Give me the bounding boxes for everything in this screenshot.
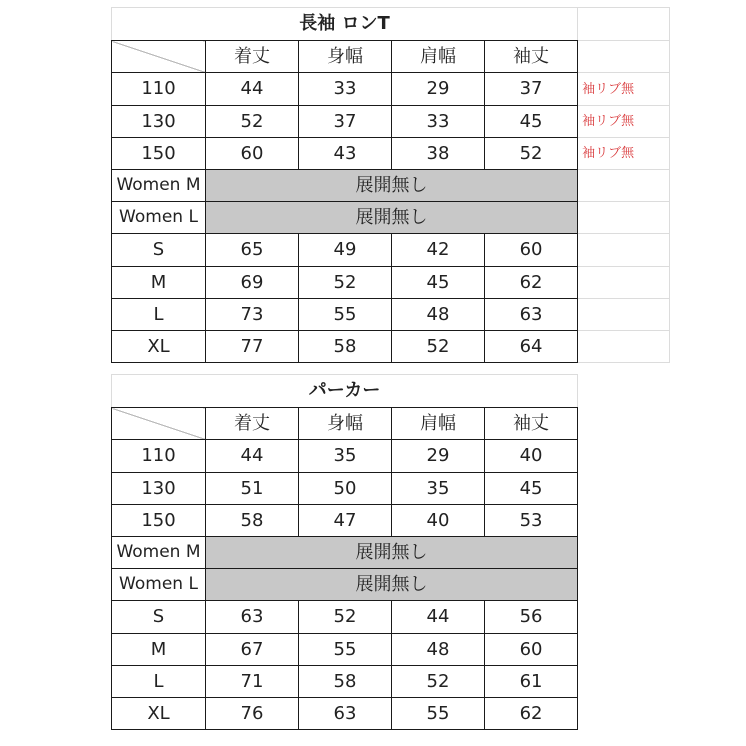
value-cell: 62	[485, 698, 578, 730]
value-cell: 33	[299, 73, 392, 106]
table-row	[112, 569, 578, 601]
value-cell: 77	[206, 331, 299, 363]
size-cell: XL	[112, 331, 206, 363]
header-cell: 着丈	[206, 408, 299, 440]
value-cell: 45	[392, 267, 485, 299]
value-cell: 48	[392, 634, 485, 666]
table-row	[112, 234, 670, 267]
value-cell: 58	[206, 505, 299, 537]
value-cell: 38	[392, 138, 485, 170]
unavailable-cell: 展開無し	[206, 170, 578, 202]
value-cell: 55	[299, 634, 392, 666]
size-cell: S	[112, 234, 206, 267]
header-corner-cell	[112, 41, 206, 73]
value-cell: 48	[392, 299, 485, 331]
value-cell: 50	[299, 473, 392, 505]
value-cell: 29	[392, 440, 485, 473]
size-cell: S	[112, 601, 206, 634]
table-row	[112, 202, 670, 234]
size-table-hoodie	[111, 374, 578, 730]
value-cell: 52	[485, 138, 578, 170]
value-cell: 73	[206, 299, 299, 331]
table-row	[112, 473, 578, 505]
value-cell: 42	[392, 234, 485, 267]
value-cell: 67	[206, 634, 299, 666]
size-cell: XL	[112, 698, 206, 730]
table-row	[112, 267, 670, 299]
value-cell: 52	[392, 666, 485, 698]
value-cell: 60	[206, 138, 299, 170]
value-cell: 58	[299, 666, 392, 698]
empty-cell	[578, 234, 670, 267]
value-cell: 63	[206, 601, 299, 634]
value-cell: 52	[299, 267, 392, 299]
size-cell: Women M	[112, 170, 206, 202]
header-cell: 袖丈	[485, 41, 578, 73]
size-cell: 110	[112, 73, 206, 106]
value-cell: 63	[299, 698, 392, 730]
table-row	[112, 331, 670, 363]
size-cell: M	[112, 267, 206, 299]
value-cell: 60	[485, 634, 578, 666]
value-cell: 44	[206, 440, 299, 473]
header-cell: 着丈	[206, 41, 299, 73]
size-table-long-sleeve	[111, 7, 670, 363]
value-cell: 45	[485, 106, 578, 138]
unavailable-cell: 展開無し	[206, 569, 578, 601]
table-row	[112, 537, 578, 569]
table-row	[112, 170, 670, 202]
size-cell: 110	[112, 440, 206, 473]
value-cell: 76	[206, 698, 299, 730]
header-cell: 袖丈	[485, 408, 578, 440]
value-cell: 63	[485, 299, 578, 331]
table-row	[112, 299, 670, 331]
value-cell: 37	[485, 73, 578, 106]
value-cell: 35	[392, 473, 485, 505]
empty-cell	[578, 267, 670, 299]
value-cell: 71	[206, 666, 299, 698]
table-row	[112, 106, 670, 138]
unavailable-cell: 展開無し	[206, 202, 578, 234]
size-cell: L	[112, 299, 206, 331]
size-cell: Women L	[112, 569, 206, 601]
value-cell: 60	[485, 234, 578, 267]
size-cell: Women L	[112, 202, 206, 234]
empty-cell	[578, 331, 670, 363]
header-cell: 肩幅	[392, 41, 485, 73]
value-cell: 52	[299, 601, 392, 634]
table-row	[112, 505, 578, 537]
value-cell: 53	[485, 505, 578, 537]
value-cell: 51	[206, 473, 299, 505]
table-row	[112, 73, 670, 106]
value-cell: 40	[392, 505, 485, 537]
value-cell: 44	[206, 73, 299, 106]
value-cell: 56	[485, 601, 578, 634]
header-cell: 身幅	[299, 41, 392, 73]
value-cell: 64	[485, 331, 578, 363]
value-cell: 55	[299, 299, 392, 331]
value-cell: 29	[392, 73, 485, 106]
value-cell: 55	[392, 698, 485, 730]
note-cell: 袖リブ無	[578, 106, 670, 138]
size-cell: Women M	[112, 537, 206, 569]
value-cell: 65	[206, 234, 299, 267]
size-cell: 150	[112, 138, 206, 170]
value-cell: 52	[392, 331, 485, 363]
empty-cell	[578, 299, 670, 331]
value-cell: 58	[299, 331, 392, 363]
table-row	[112, 698, 578, 730]
value-cell: 37	[299, 106, 392, 138]
value-cell: 35	[299, 440, 392, 473]
value-cell: 52	[206, 106, 299, 138]
header-corner-cell	[112, 408, 206, 440]
value-cell: 33	[392, 106, 485, 138]
value-cell: 61	[485, 666, 578, 698]
header-cell: 身幅	[299, 408, 392, 440]
table-row	[112, 634, 578, 666]
size-cell: 150	[112, 505, 206, 537]
table-row	[112, 440, 578, 473]
unavailable-cell: 展開無し	[206, 537, 578, 569]
header-cell: 肩幅	[392, 408, 485, 440]
note-cell: 袖リブ無	[578, 73, 670, 106]
empty-cell	[578, 170, 670, 202]
size-cell: L	[112, 666, 206, 698]
table-row	[112, 601, 578, 634]
value-cell: 40	[485, 440, 578, 473]
empty-cell	[578, 8, 670, 41]
value-cell: 69	[206, 267, 299, 299]
table-title: 長袖 ロンT	[112, 8, 578, 41]
value-cell: 43	[299, 138, 392, 170]
note-cell: 袖リブ無	[578, 138, 670, 170]
table-row	[112, 666, 578, 698]
value-cell: 49	[299, 234, 392, 267]
empty-cell	[578, 41, 670, 73]
size-cell: 130	[112, 106, 206, 138]
empty-cell	[578, 202, 670, 234]
table-row	[112, 138, 670, 170]
value-cell: 45	[485, 473, 578, 505]
value-cell: 44	[392, 601, 485, 634]
value-cell: 47	[299, 505, 392, 537]
size-cell: 130	[112, 473, 206, 505]
size-cell: M	[112, 634, 206, 666]
table-title: パーカー	[112, 375, 578, 408]
value-cell: 62	[485, 267, 578, 299]
